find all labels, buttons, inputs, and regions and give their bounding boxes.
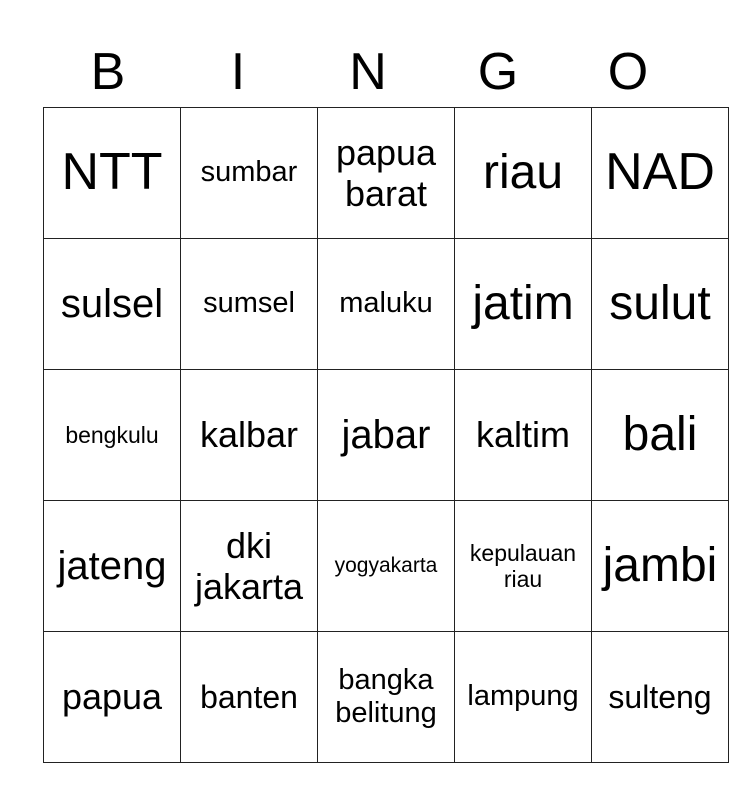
header-letter-i: I: [230, 43, 246, 101]
header-letter-o: O: [607, 43, 649, 101]
bingo-cell[interactable]: papua: [44, 632, 181, 763]
bingo-cell[interactable]: kepulauan riau: [455, 501, 592, 632]
bingo-cell[interactable]: jateng: [44, 501, 181, 632]
board-row: [44, 370, 729, 501]
header-letter-g: G: [477, 43, 519, 101]
header-letter-b: B: [90, 43, 126, 101]
bingo-cell[interactable]: papua barat: [318, 108, 455, 239]
bingo-cell[interactable]: sulteng: [592, 632, 729, 763]
board-row: [44, 501, 729, 632]
board-row: [44, 239, 729, 370]
bingo-board: [43, 107, 729, 763]
bingo-cell[interactable]: bangka belitung: [318, 632, 455, 763]
bingo-cell[interactable]: jatim: [455, 239, 592, 370]
bingo-cell[interactable]: yogyakarta: [318, 501, 455, 632]
bingo-cell[interactable]: NAD: [592, 108, 729, 239]
bingo-cell[interactable]: lampung: [455, 632, 592, 763]
bingo-cell[interactable]: maluku: [318, 239, 455, 370]
bingo-cell[interactable]: kalbar: [181, 370, 318, 501]
board-row: [44, 632, 729, 763]
bingo-cell[interactable]: banten: [181, 632, 318, 763]
board-row: [44, 108, 729, 239]
bingo-cell[interactable]: kaltim: [455, 370, 592, 501]
bingo-cell[interactable]: sulsel: [44, 239, 181, 370]
bingo-cell[interactable]: sumsel: [181, 239, 318, 370]
bingo-cell[interactable]: jabar: [318, 370, 455, 501]
bingo-cell[interactable]: dki jakarta: [181, 501, 318, 632]
bingo-cell[interactable]: sumbar: [181, 108, 318, 239]
header-letter-n: N: [349, 43, 387, 101]
bingo-header: [43, 40, 693, 104]
bingo-cell[interactable]: riau: [455, 108, 592, 239]
bingo-cell[interactable]: jambi: [592, 501, 729, 632]
bingo-cell[interactable]: bali: [592, 370, 729, 501]
bingo-cell[interactable]: bengkulu: [44, 370, 181, 501]
bingo-cell[interactable]: sulut: [592, 239, 729, 370]
bingo-cell[interactable]: NTT: [44, 108, 181, 239]
